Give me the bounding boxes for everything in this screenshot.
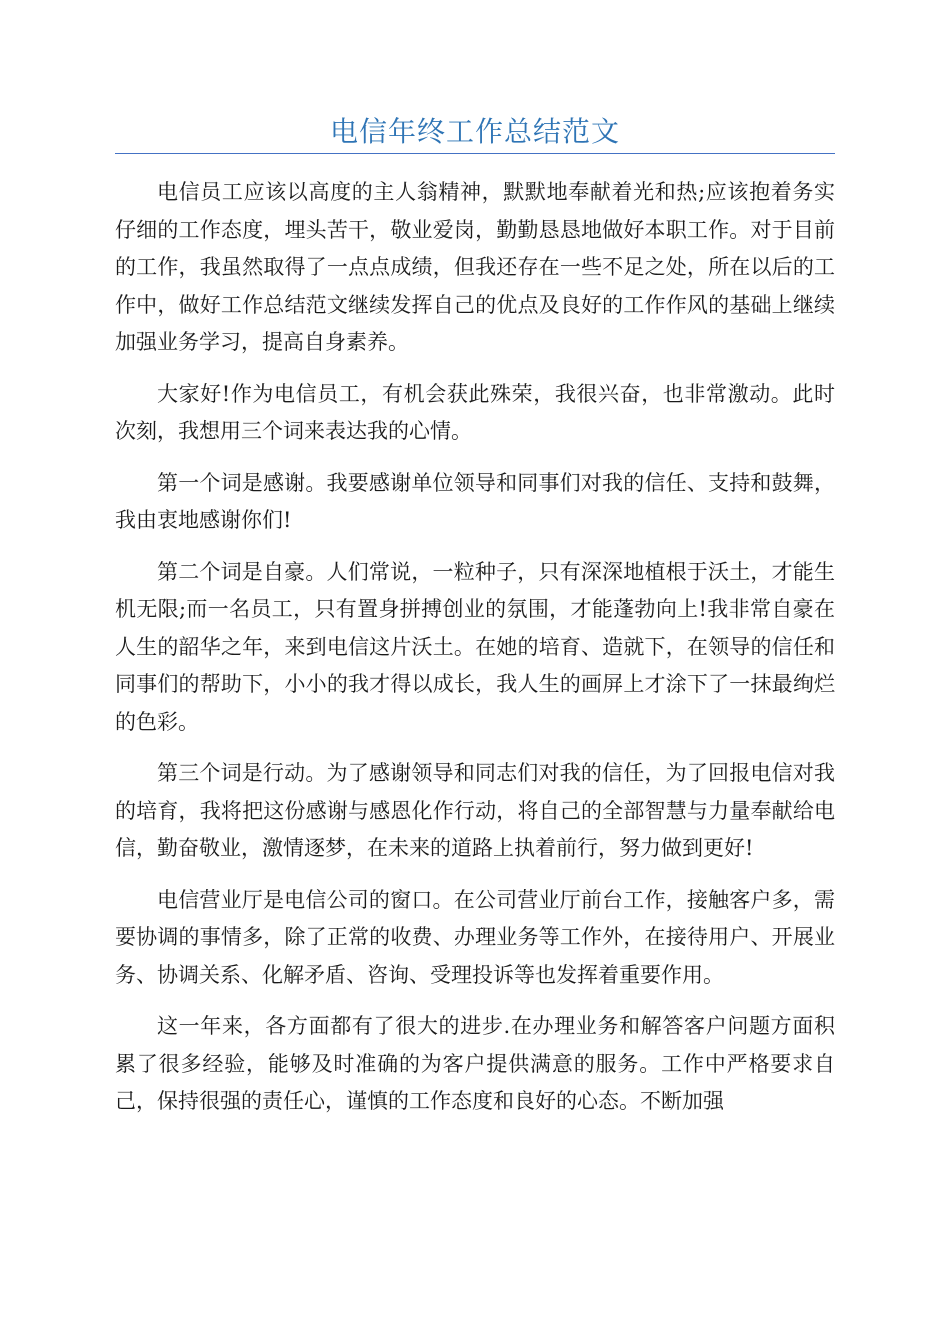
paragraph-5: 第三个词是行动。为了感谢领导和同志们对我的信任，为了回报电信对我的培育，我将把这份感谢与感恩化作行动，将自己的全部智慧与力量奉献给电信，勤奋敬业，激情逐梦，在未来的道路上执着前行，努力做到更好! [115, 761, 835, 860]
paragraph-4: 第二个词是自豪。人们常说，一粒种子，只有深深地植根于沃土，才能生机无限;而一名员工，只有置身拼搏创业的氛围，才能蓬勃向上!我非常自豪在人生的韶华之年，来到电信这片沃土。在她的培育、造就下，在领导的信任和同事们的帮助下，小小的我才得以成长，我人生的画屏上才涂下了一抹最绚烂的色彩。 [115, 559, 835, 734]
paragraph-7: 这一年来，各方面都有了很大的进步.在办理业务和解答客户问题方面积累了很多经验，能够及时准确的为客户提供满意的服务。工作中严格要求自己，保持很强的责任心，谨慎的工作态度和良好的心态。不断加强 [115, 1014, 835, 1113]
document-title: 电信年终工作总结范文 [329, 115, 620, 148]
document-body [115, 174, 835, 1135]
paragraph-1: 电信员工应该以高度的主人翁精神，默默地奉献着光和热;应该抱着务实仔细的工作态度，埋头苦干，敬业爱岗，勤勤恳恳地做好本职工作。对于目前的工作，我虽然取得了一点点成绩，但我还存在一些不足之处，所在以后的工作中，做好工作总结范文继续发挥自己的优点及良好的工作作风的基础上继续加强业务学习，提高自身素养。 [115, 180, 835, 354]
paragraph-2: 大家好!作为电信员工，有机会获此殊荣，我很兴奋，也非常激动。此时次刻，我想用三个词来表达我的心情。 [115, 381, 835, 443]
title-underline [115, 153, 835, 154]
paragraph-6: 电信营业厅是电信公司的窗口。在公司营业厅前台工作，接触客户多，需要协调的事情多，除了正常的收费、办理业务等工作外，在接待用户、开展业务、协调关系、化解矛盾、咨询、受理投诉等也发挥着重要作用。 [115, 887, 835, 987]
paragraph-3: 第一个词是感谢。我要感谢单位领导和同事们对我的信任、支持和鼓舞，我由衷地感谢你们! [115, 470, 835, 532]
